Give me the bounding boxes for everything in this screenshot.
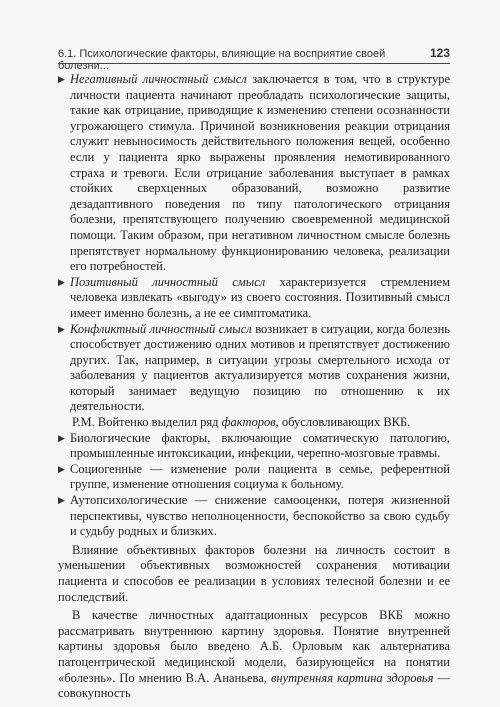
bullet-body: Социогенные — изменение роли пациента в семье, референтной группе, изменение отношения социума к больному. <box>70 461 450 492</box>
triangle-right-icon: ▶ <box>58 463 65 474</box>
paragraph-lead: Р.М. Войтенко выделил ряд <box>72 415 222 430</box>
page-number: 123 <box>429 46 450 60</box>
bullet-text <box>70 322 450 416</box>
triangle-right-icon: ▶ <box>58 495 65 506</box>
paragraph <box>58 415 450 431</box>
paragraph-body: Влияние объективных факторов болезни на личность состоит в уменьшении объективных возможностей сохранения мотивации пациента и способов ее реализации в условиях телесной болезни и ее последствий. <box>58 542 450 604</box>
paragraph-body: — совокупность <box>58 670 450 701</box>
bullet-body: характеризуется стремлением человека извлекать «выгоду» из своего состояния. Позитивный смысл имеет именно болезнь, а не ее симптоматика. <box>70 274 450 320</box>
bullet-item <box>58 493 450 540</box>
header-divider <box>58 63 450 64</box>
triangle-right-icon: ▶ <box>58 323 65 334</box>
bullet-text <box>70 493 450 540</box>
paragraph-body: , обусловливающих ВКБ. <box>275 415 411 430</box>
body-text <box>58 72 450 702</box>
chapter-title: 6.1. Психологические факторы, влияющие на восприятие своей болезни... <box>58 48 386 72</box>
running-header <box>58 46 450 72</box>
bullet-text <box>70 275 450 322</box>
bullet-item <box>58 322 450 416</box>
emphasized-term: Негативный личностный смысл <box>70 72 247 86</box>
triangle-right-icon: ▶ <box>58 276 65 287</box>
bullet-text <box>70 72 450 275</box>
bullet-item <box>58 275 450 322</box>
emphasized-term: факторов <box>221 415 276 430</box>
emphasized-term: внутренняя картина здоровья <box>270 670 434 685</box>
bullet-item <box>58 72 450 275</box>
paragraph <box>58 543 450 605</box>
emphasized-term: Конфликтный личностный смысл <box>70 321 252 336</box>
bullet-body: заключается в том, что в структуре личности пациента начинают преобладать психологические защиты, такие как отрицание, приводящие к изменению степени осознанности угрожающего стимула. Причиной возникновения реакции отрицания служит невыносимость действительного положения вещей, особенно если у пациента ярко выражены проявления немотивированного страха и тревоги. Если отрицание заболевания выступает в рамках стойких сверхценных образований, возможно развитие дезадаптивного поведения по типу патологического отрицания болезни, препятствующего получению своевременной медицинской помощи. Таким образом, при негативном личностном смысле болезнь препятствует нормальному функционированию человека, реализации его потребностей. <box>70 72 450 274</box>
bullet-body: возникает в ситуации, когда болезнь способствует достижению одних мотивов и препятствует достижению других. Так, например, в ситуации угрозы смертельного исхода от заболевания у пациентов актуализируется мотив сохранения жизни, который занимает ведущую позицию по отношению к их деятельности. <box>70 321 450 414</box>
emphasized-term: Позитивный личностный смысл <box>70 274 266 289</box>
bullet-item <box>58 462 450 493</box>
bullet-body: Аутопсихологические — снижение самооценки, потеря жизненной перспективы, чувство неполноценности, беспокойство за свою судьбу и судьбу родных и близких. <box>70 493 450 539</box>
paragraph-lead: В качестве личностных адаптационных ресурсов ВКБ можно рассматривать внутреннюю картину здоровья. Понятие внутренней картины здоровья было введено А.Б. Орловым как альтернатива патоцентрической медицинской модели, базирующейся на понятии «болезнь». По мнению В.А. Ананьева, <box>58 608 450 685</box>
paragraph <box>58 608 450 702</box>
triangle-right-icon: ▶ <box>58 74 65 84</box>
bullet-item <box>58 431 450 462</box>
bullet-text <box>70 462 450 493</box>
triangle-right-icon: ▶ <box>58 432 65 443</box>
bullet-text <box>70 431 450 462</box>
bullet-body: Биологические факторы, включающие соматическую патологию, промышленные интоксикации, инфекции, черепно-мозговые травмы. <box>70 430 450 461</box>
